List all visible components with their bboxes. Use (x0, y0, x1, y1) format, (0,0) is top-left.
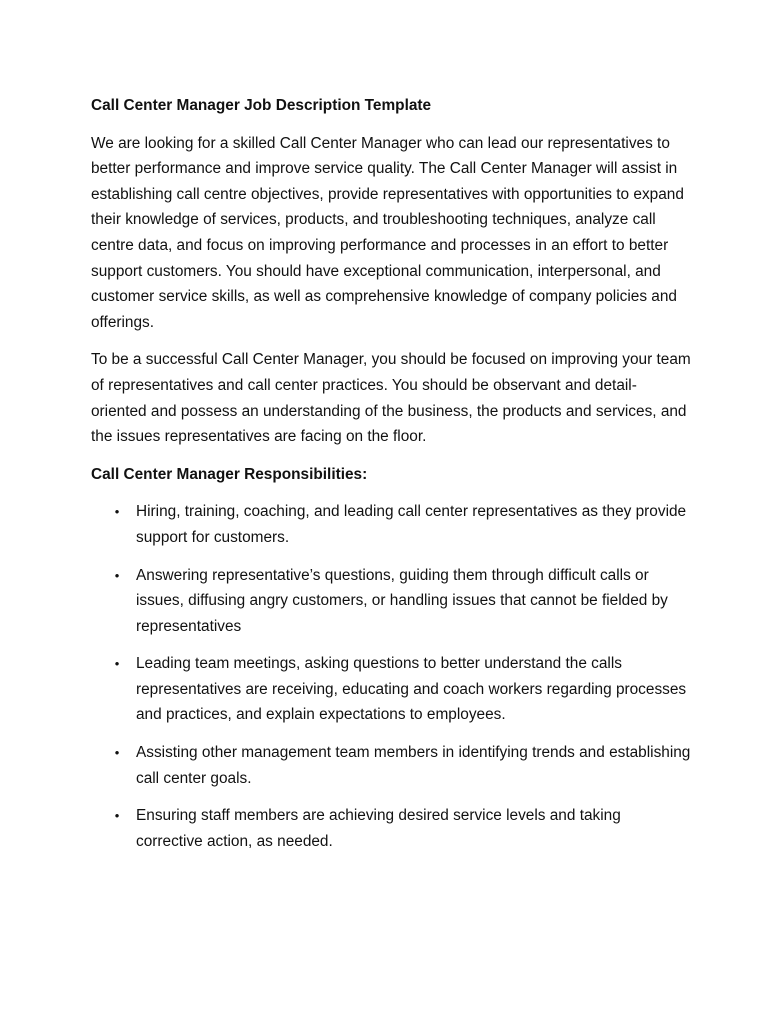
list-item-text: Answering representative’s questions, guiding them through difficult calls or issues, diffusing angry customers, or handling issues that cannot be fielded by representatives (136, 566, 668, 635)
responsibilities-list (91, 499, 691, 854)
bullet-icon: • (114, 567, 120, 583)
list-item-text: Assisting other management team members in identifying trends and establishing call center goals. (136, 744, 691, 787)
list-item (91, 651, 691, 728)
intro-paragraph: We are looking for a skilled Call Center Manager who can lead our representatives to better performance and improve service quality. The Call Center Manager will assist in establishing call centre objectives, provide representatives with opportunities to expand their knowledge of services, products, and troubleshooting techniques, analyze call centre data, and focus on improving performance and processes in an effort to better support customers. You should have exceptional communication, interpersonal, and customer service skills, as well as comprehensive knowledge of company policies and offerings. (91, 134, 684, 331)
bullet-icon: • (114, 656, 120, 672)
list-item (91, 740, 691, 791)
bullet-icon: • (114, 745, 120, 761)
responsibilities-heading: Call Center Manager Responsibilities: (91, 465, 368, 483)
list-item (91, 563, 691, 640)
intro-paragraph: To be a successful Call Center Manager, you should be focused on improving your team of representatives and call center practices. You should be observant and detail-oriented and possess an understanding of the business, the products and services, and the issues representatives are facing on the floor. (91, 351, 691, 446)
list-item-text: Hiring, training, coaching, and leading call center representatives as they provide support for customers. (136, 503, 687, 546)
list-item (91, 803, 691, 854)
list-item-text: Leading team meetings, asking questions to better understand the calls representatives are receiving, educating and coach workers regarding processes and practices, and explain expectations to employees. (136, 655, 687, 724)
bullet-icon: • (114, 808, 120, 824)
list-item-text: Ensuring staff members are achieving desired service levels and taking corrective action, as needed. (136, 807, 621, 850)
document-title: Call Center Manager Job Description Template (91, 97, 432, 114)
document-body (91, 93, 691, 866)
list-item (91, 499, 691, 550)
bullet-icon: • (114, 504, 120, 520)
